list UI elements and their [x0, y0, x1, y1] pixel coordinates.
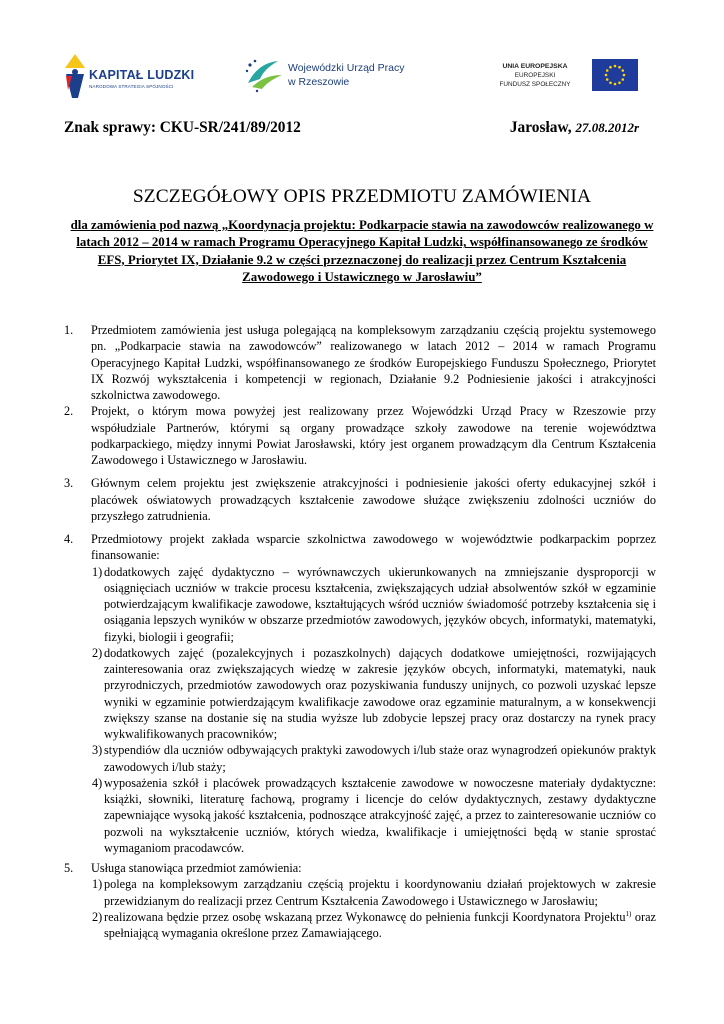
ue-line3: FUNDUSZ SPOŁECZNY	[499, 81, 571, 88]
sub-item-5-2	[64, 909, 656, 942]
item-number: 3.	[64, 476, 74, 491]
eu-star-icon	[618, 66, 621, 69]
list-item-2	[64, 403, 656, 468]
eu-star-icon	[614, 65, 617, 68]
sub-item-text: wyposażenia szkół i placówek prowadzących kształcenie zawodowe w nowoczesne materiały dydaktyczne: książki, słowniki, literaturę fachową, programy i licencje do celów dydaktycznych, zestawy dydaktyczne zapewniające wysoką jakość kształcenia, podnoszące atrakcyjność zajęć, a przez to zainteresowanie uczniów co pozwoli na wykształcenie uczniów, których wiedza, kwalifikacje i umiejętności będą w stanie sprostać wymaganiom pracodawców.	[104, 775, 656, 855]
sub-item-text-continued: oraz spełniającą wymagania określone przez Zamawiającego.	[104, 909, 656, 940]
place-and-date	[510, 119, 639, 137]
sub-item-5-1	[64, 876, 656, 909]
eu-star-icon	[621, 78, 624, 81]
sub-item-4-4	[64, 775, 656, 856]
item-number: 5.	[64, 861, 74, 875]
sub-item-4-2	[64, 645, 656, 743]
item-text: Przedmiotowy projekt zakłada wsparcie szkolnictwa zawodowego w województwie podkarpackim poprzez finansowanie:	[91, 532, 656, 563]
eu-star-icon	[618, 81, 621, 84]
sub-item-number: 4)	[92, 775, 103, 790]
wup-name-line1: Wojewódzki Urząd Pracy	[288, 62, 405, 74]
kapital-ludzki-mark-icon	[64, 54, 86, 98]
sub-item-number: 1)	[92, 564, 103, 579]
place: Jarosław,	[509, 119, 572, 136]
case-reference: Znak sprawy: CKU-SR/241/89/2012	[64, 119, 301, 136]
kapital-ludzki-logo	[64, 54, 224, 100]
sub-item-4-1	[64, 564, 656, 645]
sub-item-text: dodatkowych zajęć (pozalekcyjnych i pozaszkolnych) dających dodatkowe umiejętności, rozwijających zainteresowania oraz zwiększających wiedzę w zakresie języków obcych, informatyki, matematyki, nauk przyrodniczych, przedmiotów zawodowych oraz pozyskiwania funduszy unijnych, co pozwoli uzyskać lepsze wyniki w egzaminie potwierdzającym kwalifikacje zawodowe oraz egzaminie maturalnym, a w konsekwencji zwiększy szanse na dostanie się na studia wyższe lub zdobycie lepszej pracy oraz dostarczy na rynek pracy wykwalifikowanych pracowników;	[104, 645, 656, 741]
eu-star-icon	[606, 69, 609, 72]
item-text: Usługa stanowiąca przedmiot zamówienia:	[91, 861, 302, 875]
item-number: 4.	[64, 532, 74, 546]
wup-bird-icon	[242, 53, 286, 97]
item-text: Przedmiotem zamówienia jest usługa polegającą na kompleksowym zarządzaniu częścią projektu systemowego pn. „Podkarpacie stawia na zawodowców” realizowanego w latach 2012 – 2014 w ramach Programu Operacyjnego Kapitał Ludzki, współfinansowanego ze środków Europejskiego Funduszu Społecznego, Priorytet IX Rozwój wykształcenia i kompetencji w regionach, Działanie 9.2 Podniesienie jakości i atrakcyjności szkolnictwa zawodowego.	[91, 323, 656, 402]
sub-item-text: polega na kompleksowym zarządzaniu częścią projektu i koordynowaniu działań projektowych w zakresie przewidzianym do realizacji przez Centrum Kształcenia Zawodowego i Ustawicznego w Jarosławiu;	[104, 877, 656, 908]
document-subtitle: dla zamówienia pod nazwą „Koordynacja projektu: Podkarpacie stawia na zawodowców realizowanego w latach 2012 – 2014 w ramach Programu Operacyjnego Kapitał Ludzki, współfinansowanego ze środków EFS, Priorytet IX, Działanie 9.2 w części przeznaczonej do realizacji przez Centrum Kształcenia Zawodowego i Ustawicznego w Jarosławiu”	[70, 218, 654, 284]
kapital-ludzki-subtitle: NARODOWA STRATEGIA SPÓJNOŚCI	[89, 84, 174, 89]
eu-star-icon	[614, 83, 617, 86]
ue-line1: UNIA EUROPEJSKA	[502, 63, 568, 70]
ue-efs-text	[482, 62, 588, 89]
eu-star-icon	[609, 66, 612, 69]
ue-line2: EUROPEJSKI	[514, 72, 556, 79]
sub-item-text: dodatkowych zajęć dydaktyczno – wyrównawczych ukierunkowanych na zmniejszanie dysproporcji w osiągnięciach uczniów w trakcie procesu kształcenia, zwiększających udział absolwentów szkół w egzaminie potwierdzającym kwalifikacje zawodowe, kształtujących wśród uczniów świadomość potrzeby kształcenia się i osiągania lepszych wyników w obszarze przedmiotów zawodowych, języków obcych, informatyki, matematyki, fizyki, biologii i geografii;	[104, 564, 656, 644]
wup-logo	[242, 53, 442, 99]
sub-item-text: realizowana będzie przez osobę wskazaną przez Wykonawcę do pełnienia funkcji Koordynatora Projektu	[104, 909, 626, 924]
document-title: SZCZEGÓŁOWY OPIS PRZEDMIOTU ZAMÓWIENIA	[132, 186, 592, 207]
document-date: 27.08.2012r	[575, 120, 639, 135]
ue-efs-logo	[482, 55, 640, 99]
eu-star-icon	[621, 69, 624, 72]
footnote-marker: 1)	[625, 909, 632, 918]
eu-star-icon	[609, 81, 612, 84]
item-number: 1.	[64, 323, 74, 337]
sub-item-number: 3)	[92, 743, 103, 758]
item-text: Projekt, o którym mowa powyżej jest realizowany przez Wojewódzki Urząd Pracy w Rzeszowie przy współudziale Partnerów, którymi są organy prowadzące szkoły zawodowe na terenie województwa podkarpackiego, między innymi Powiat Jarosławski, który jest organem prowadzącym dla Centrum Kształcenia Zawodowego i Ustawicznego w Jarosławiu.	[91, 404, 656, 467]
kapital-ludzki-name: KAPITAŁ LUDZKI	[89, 68, 195, 82]
eu-flag-icon	[592, 59, 638, 91]
reference-line	[64, 119, 639, 139]
document-body	[64, 322, 656, 941]
list-item-1	[64, 322, 656, 403]
logo-bar	[64, 50, 640, 102]
sub-item-4-3	[64, 742, 656, 775]
list-item-5	[64, 860, 656, 876]
list-item-4	[64, 531, 656, 564]
eu-star-icon	[623, 74, 626, 77]
wup-name	[288, 61, 405, 89]
sub-item-number: 2)	[92, 909, 103, 924]
list-item-3	[64, 475, 656, 524]
sub-item-text: stypendiów dla uczniów odbywających praktyki zawodowych i/lub staże oraz wynagrodzeń opiekunów praktyk zawodowych i/lub staży;	[104, 743, 656, 774]
eu-star-icon	[605, 74, 608, 77]
sub-item-number: 2)	[92, 645, 103, 660]
item-text: Głównym celem projektu jest zwiększenie atrakcyjności i podniesienie jakości oferty edukacyjnej szkół i placówek oświatowych prowadzących kształcenie zawodowe służące zwiększeniu zdolności uczniów do przyszłego zatrudnienia.	[91, 476, 656, 523]
item-number: 2.	[64, 404, 74, 419]
eu-star-icon	[606, 78, 609, 81]
wup-name-line2: w Rzeszowie	[288, 76, 350, 88]
sub-item-number: 1)	[92, 877, 103, 892]
